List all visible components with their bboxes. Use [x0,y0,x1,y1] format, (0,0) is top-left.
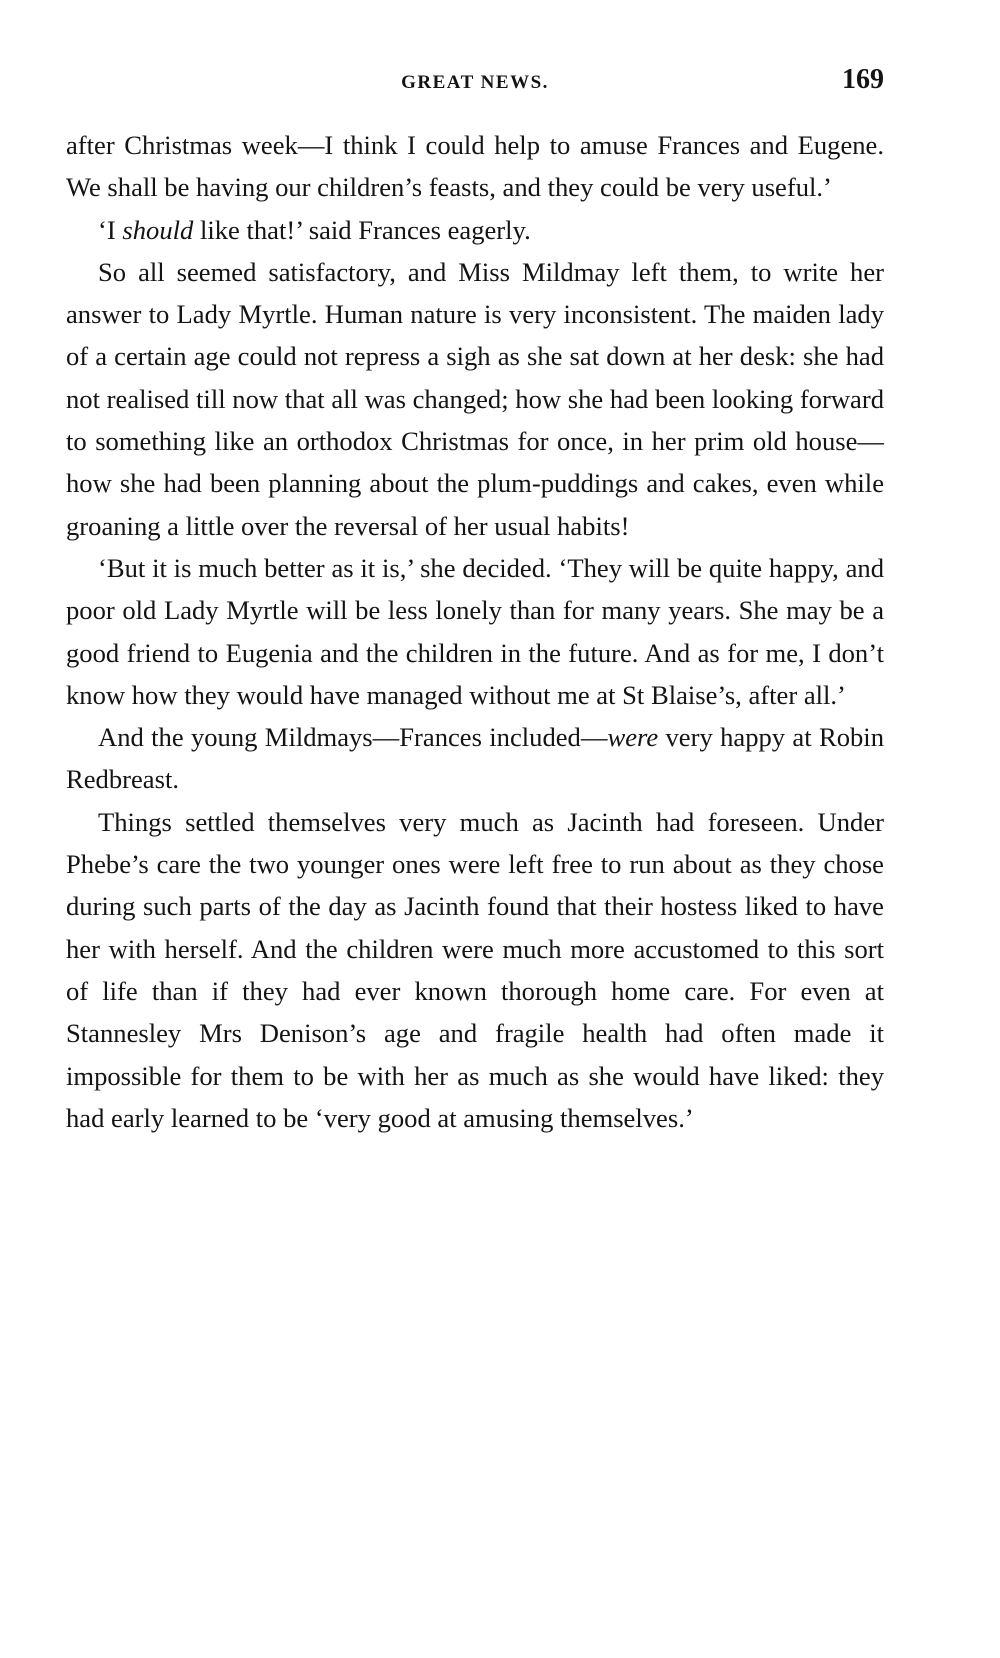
text-run: ‘I [98,214,123,245]
text-run: like that!’ said Frances eagerly. [193,214,531,245]
paragraph [66,209,884,251]
paragraph [66,124,884,209]
text-run: after Christmas week—I think I could help to amuse Frances and Eugene. We shall be having our children’s feasts, and they could be very useful.’ [66,130,884,203]
page-number: 169 [842,64,884,95]
paragraph [66,251,884,547]
text-run: Things settled themselves very much as Jacinth had foreseen. Under Phebe’s care the two younger ones were left free to run about as they chose during such parts of the day as Jacinth found that their hostess liked to have her with herself. And the children were much more accustomed to this sort of life than if they had ever known thorough home care. For even at Stannesley Mrs Denison’s age and fragile health had often made it impossible for them to be with her as much as she would have liked: they had early learned to be ‘very good at amusing themselves.’ [66,806,884,1133]
running-title: GREAT NEWS. [401,72,549,93]
text-run: very happy at Robin Redbreast. [66,722,884,795]
italic-text: were [607,722,659,753]
paragraph [66,547,884,716]
paragraph [66,801,884,1139]
body-text [66,124,884,1139]
paragraph [66,716,884,801]
text-run: ‘But it is much better as it is,’ she decided. ‘They will be quite happy, and poor old Lady Myrtle will be less lonely than for many years. She may be a good friend to Eugenia and the children in the future. And as for me, I don’t know how they would have managed without me at St Blaise’s, after all.’ [66,552,884,710]
text-run: So all seemed satisfactory, and Miss Mildmay left them, to write her answer to Lady Myrtle. Human nature is very inconsistent. The maiden lady of a certain age could not repress a sigh as she sat down at her desk: she had not realised till now that all was changed; how she had been looking forward to something like an orthodox Christmas for once, in her prim old house—how she had been planning about the plum-puddings and cakes, even while groaning a little over the reversal of her usual habits! [66,256,884,541]
italic-text: should [122,214,194,245]
page-header [66,64,884,104]
text-run: And the young Mildmays—Frances included— [98,722,608,753]
